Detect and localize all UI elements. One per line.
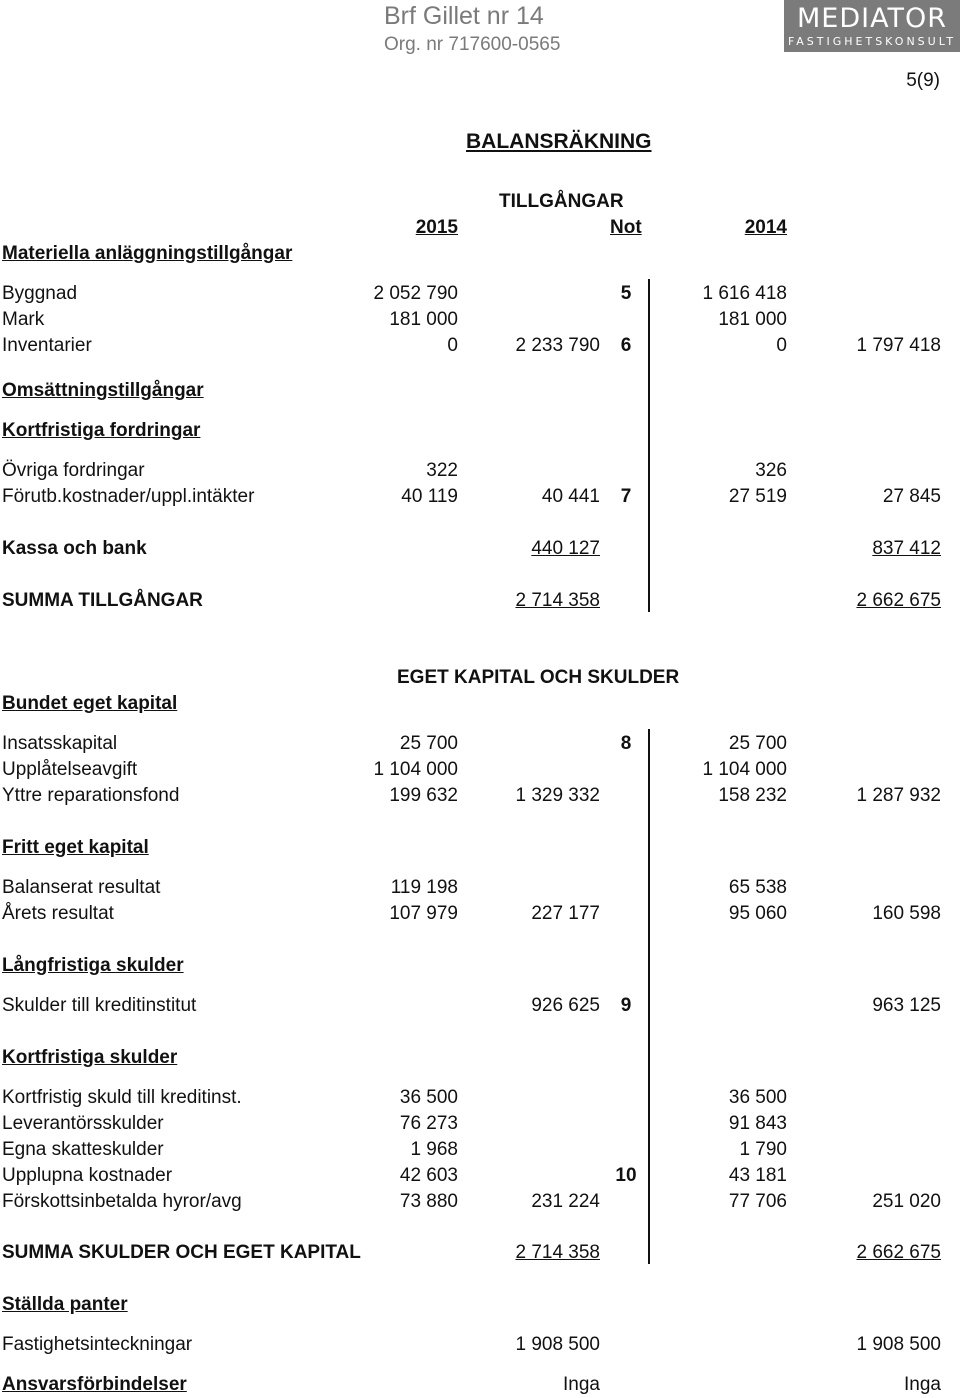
value-2014: 95 060: [728, 903, 787, 924]
row-label: Mark: [2, 309, 45, 330]
note-number: 9: [620, 995, 632, 1016]
row-label: Byggnad: [2, 283, 78, 304]
subtotal-2014: 1 797 418: [856, 335, 941, 356]
row-label: Kortfristig skuld till kreditinst.: [2, 1087, 242, 1108]
logo-wordmark: MEDIATOR: [797, 3, 947, 34]
value-2015: 42 603: [399, 1165, 458, 1186]
value-2015: 322: [426, 460, 458, 481]
page-number: 5(9): [906, 70, 940, 91]
value-2014: 25 700: [728, 733, 787, 754]
org-number: Org. nr 717600-0565: [384, 34, 561, 55]
value-2014: 326: [755, 460, 787, 481]
row-label: Upplupna kostnader: [2, 1165, 173, 1186]
note-number: 7: [620, 486, 632, 507]
subtotal-2015: 1 329 332: [515, 785, 600, 806]
kortfristiga-skulder-heading: Kortfristiga skulder: [2, 1047, 178, 1068]
kassa-label: Kassa och bank: [2, 538, 147, 559]
value-2015: 25 700: [399, 733, 458, 754]
stallda-2015: 1 908 500: [515, 1334, 600, 1355]
note-number: 10: [615, 1165, 637, 1186]
omsattning-heading: Omsättningstillgångar: [2, 380, 204, 401]
row-label: Leverantörsskulder: [2, 1113, 164, 1134]
value-2015: 119 198: [390, 877, 458, 898]
value-2015: 36 500: [399, 1087, 458, 1108]
value-2015: 0: [447, 335, 458, 356]
value-2014: 181 000: [718, 309, 787, 330]
mediator-logo: [784, 0, 960, 52]
row-label: Förutb.kostnader/uppl.intäkter: [2, 486, 255, 507]
value-2014: 1 104 000: [702, 759, 787, 780]
row-label: Övriga fordringar: [2, 460, 145, 481]
association-name: Brf Gillet nr 14: [384, 2, 544, 30]
value-2015: 2 052 790: [373, 283, 458, 304]
value-2015: 76 273: [399, 1113, 458, 1134]
value-2015: 40 119: [401, 486, 458, 507]
value-2014: 65 538: [728, 877, 787, 898]
row-label: Egna skatteskulder: [2, 1139, 164, 1160]
ansvar-2015: Inga: [563, 1374, 600, 1395]
summa-skulder-2015: 2 714 358: [515, 1242, 600, 1263]
col-2014-header: 2014: [744, 217, 787, 238]
row-label: Yttre reparationsfond: [2, 785, 180, 806]
langfristiga-heading: Långfristiga skulder: [2, 955, 184, 976]
doc-title: BALANSRÄKNING: [466, 130, 652, 153]
kortfristiga-fordringar-heading: Kortfristiga fordringar: [2, 420, 201, 441]
logo-tagline: FASTIGHETSKONSULT: [787, 35, 957, 48]
value-2015: 73 880: [399, 1191, 458, 1212]
bundet-heading: Bundet eget kapital: [2, 693, 178, 714]
row-label: Förskottsinbetalda hyror/avg: [2, 1191, 242, 1212]
ansvarsforbindelser-label: Ansvarsförbindelser: [2, 1374, 187, 1395]
value-2015: 1 104 000: [373, 759, 458, 780]
value-2015: 1 968: [410, 1139, 458, 1160]
subtotal-2014: 963 125: [872, 995, 941, 1016]
subtotal-2015: 231 224: [531, 1191, 600, 1212]
row-label: Balanserat resultat: [2, 877, 161, 898]
value-2014: 0: [776, 335, 787, 356]
note-number: 8: [620, 733, 632, 754]
value-2015: 181 000: [389, 309, 458, 330]
assets-section-title: TILLGÅNGAR: [499, 191, 624, 212]
subtotal-2015: 926 625: [531, 995, 600, 1016]
ansvar-2014: Inga: [904, 1374, 941, 1395]
liabilities-section-title: EGET KAPITAL OCH SKULDER: [397, 667, 680, 688]
value-2014: 27 519: [728, 486, 787, 507]
summa-tillgangar-label: SUMMA TILLGÅNGAR: [2, 590, 203, 611]
row-label: Årets resultat: [2, 903, 114, 924]
row-label: Insatsskapital: [2, 733, 118, 754]
value-2014: 43 181: [728, 1165, 787, 1186]
summa-tillgangar-2015: 2 714 358: [515, 590, 600, 611]
summa-skulder-label: SUMMA SKULDER OCH EGET KAPITAL: [2, 1242, 361, 1263]
stallda-2014: 1 908 500: [856, 1334, 941, 1355]
subtotal-2015: 227 177: [531, 903, 600, 924]
subtotal-2014: 251 020: [872, 1191, 941, 1212]
value-2014: 77 706: [728, 1191, 787, 1212]
subtotal-2015: 40 441: [541, 486, 600, 507]
summa-skulder-2014: 2 662 675: [856, 1242, 941, 1263]
fritt-heading: Fritt eget kapital: [2, 837, 149, 858]
value-2014: 158 232: [718, 785, 787, 806]
row-label: Inventarier: [2, 335, 92, 356]
col-note-header: Not: [610, 217, 642, 238]
col-2015-header: 2015: [415, 217, 458, 238]
note-number: 6: [620, 335, 632, 356]
value-2015: 107 979: [389, 903, 458, 924]
materiella-heading: Materiella anläggningstillgångar: [2, 243, 293, 264]
value-2014: 91 843: [728, 1113, 787, 1134]
value-2014: 1 790: [739, 1139, 787, 1160]
column-separator-assets: [648, 279, 650, 612]
value-2014: 36 500: [728, 1087, 787, 1108]
kassa-2015: 440 127: [531, 538, 600, 559]
subtotal-2014: 160 598: [872, 903, 941, 924]
subtotal-2015: 2 233 790: [515, 335, 600, 356]
value-2015: 199 632: [389, 785, 458, 806]
column-separator-liabilities: [648, 729, 650, 1264]
summa-tillgangar-2014: 2 662 675: [856, 590, 941, 611]
value-2014: 1 616 418: [702, 283, 787, 304]
note-number: 5: [620, 283, 632, 304]
subtotal-2014: 1 287 932: [856, 785, 941, 806]
kassa-2014: 837 412: [872, 538, 941, 559]
row-label: Fastighetsinteckningar: [2, 1334, 193, 1355]
stallda-panter-heading: Ställda panter: [2, 1294, 128, 1315]
row-label: Skulder till kreditinstitut: [2, 995, 197, 1016]
subtotal-2014: 27 845: [882, 486, 941, 507]
row-label: Upplåtelseavgift: [2, 759, 138, 780]
